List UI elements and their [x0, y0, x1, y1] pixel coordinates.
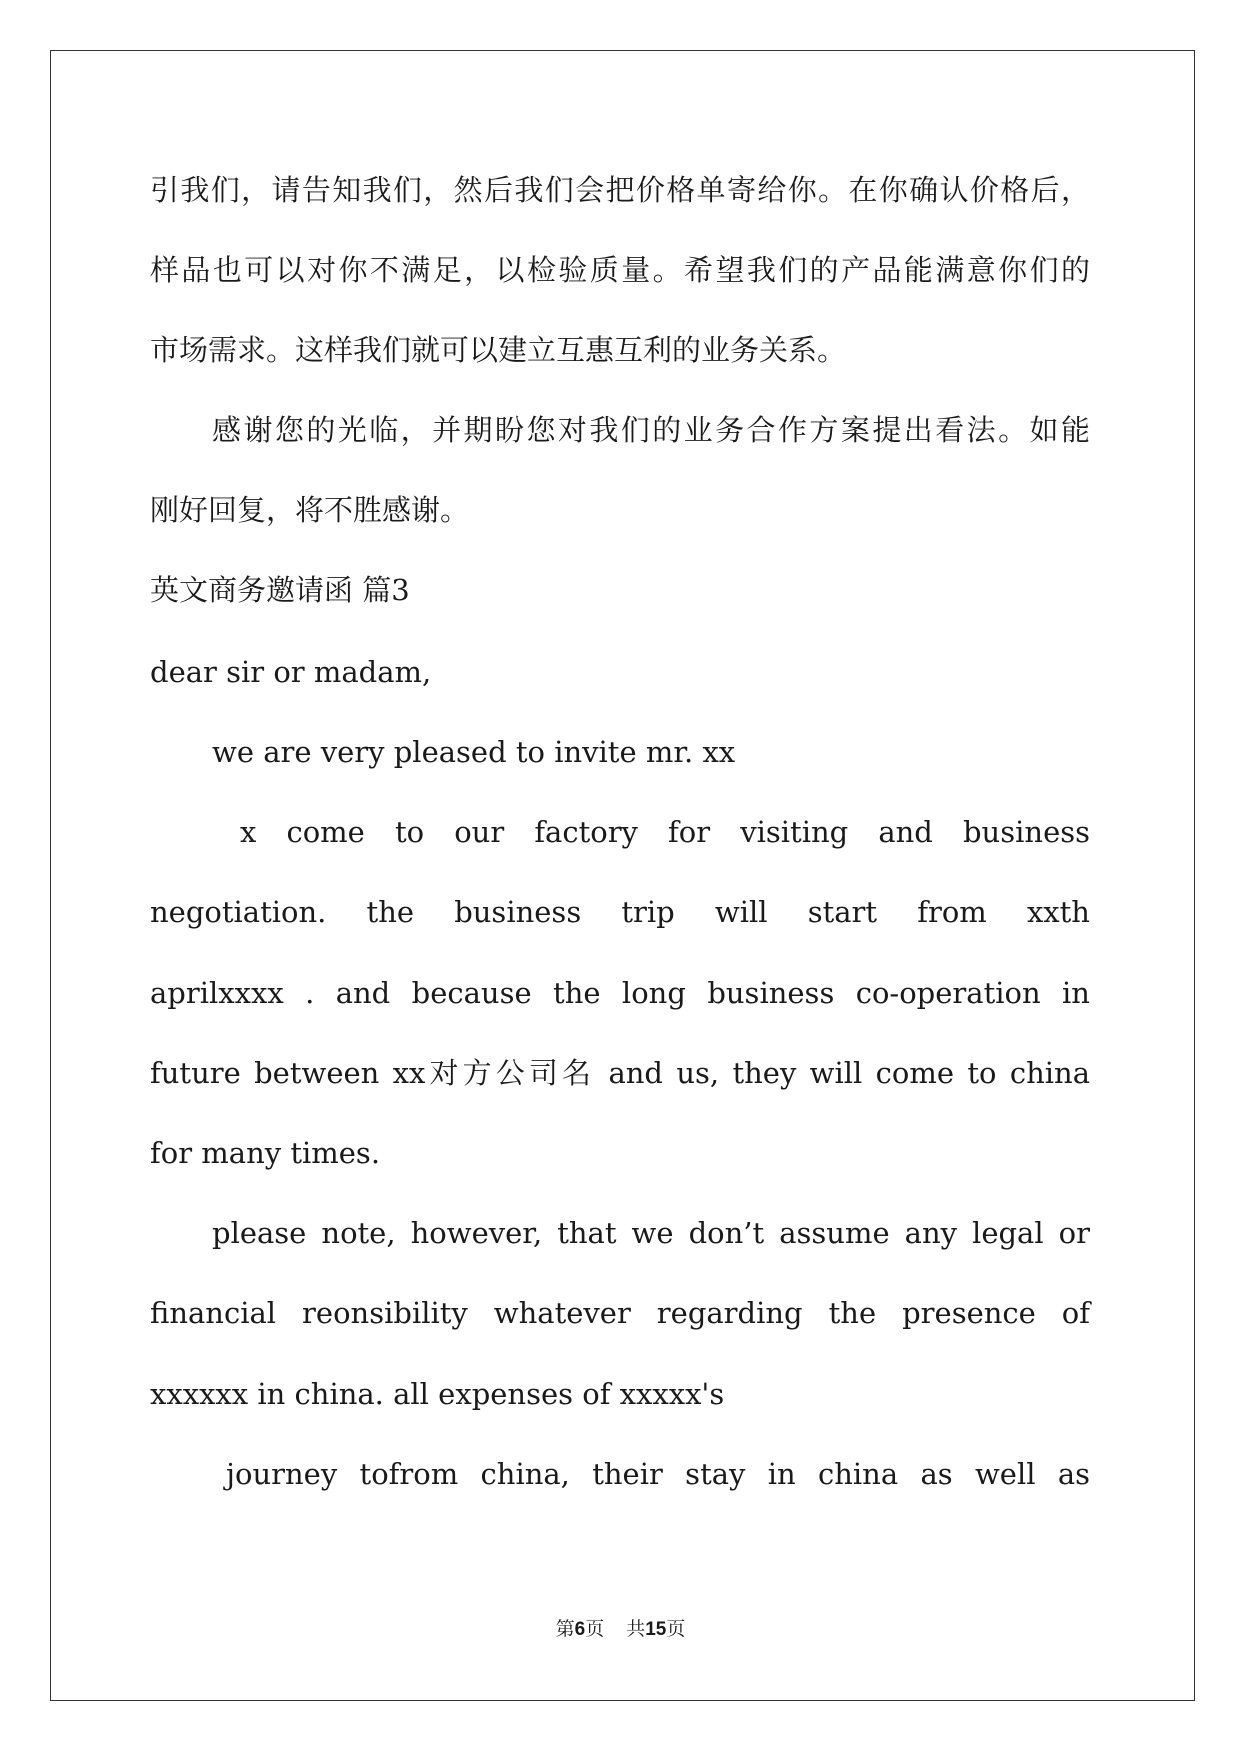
salutation: dear sir or madam,: [150, 655, 432, 689]
section-heading: 英文商务邀请函 篇3: [150, 573, 410, 607]
paragraph-line: journey tofrom china, their stay in china as well as: [226, 1457, 1090, 1491]
paragraph-line: future between xx对方公司名 and us, they will come to china: [150, 1056, 1090, 1090]
total-pages-number: 15: [645, 1619, 667, 1640]
paragraph-line: xxxxxx in china. all expenses of xxxxx's: [150, 1377, 725, 1411]
paragraph-line: financial reonsibility whatever regarding the presence of: [150, 1296, 1090, 1330]
page-footer: [0, 1614, 1241, 1641]
footer-prefix: 第: [555, 1618, 575, 1640]
paragraph-line: 引我们，请告知我们，然后我们会把价格单寄给你。在你确认价格后，: [150, 173, 1090, 207]
paragraph-line: please note, however, that we don’t assume any legal or: [212, 1216, 1090, 1250]
paragraph-line: negotiation. the business trip will start from xxth: [150, 895, 1090, 929]
paragraph-line: aprilxxxx . and because the long business co-operation in: [150, 976, 1090, 1010]
paragraph-line: for many times.: [150, 1136, 381, 1170]
paragraph-line: 刚好回复，将不胜感谢。: [150, 493, 470, 527]
footer-page-unit: 页: [585, 1618, 605, 1640]
paragraph-line: x come to our factory for visiting and business: [240, 815, 1090, 849]
paragraph-line: 市场需求。这样我们就可以建立互惠互利的业务关系。: [150, 333, 847, 367]
current-page-number: 6: [574, 1619, 586, 1640]
footer-total-prefix: 共: [626, 1618, 646, 1640]
paragraph-line: we are very pleased to invite mr. xx: [212, 735, 736, 769]
paragraph-line: 感谢您的光临，并期盼您对我们的业务合作方案提出看法。如能: [212, 413, 1090, 447]
footer-total-unit: 页: [666, 1618, 686, 1640]
paragraph-line: 样品也可以对你不满足，以检验质量。希望我们的产品能满意你们的: [150, 253, 1090, 287]
